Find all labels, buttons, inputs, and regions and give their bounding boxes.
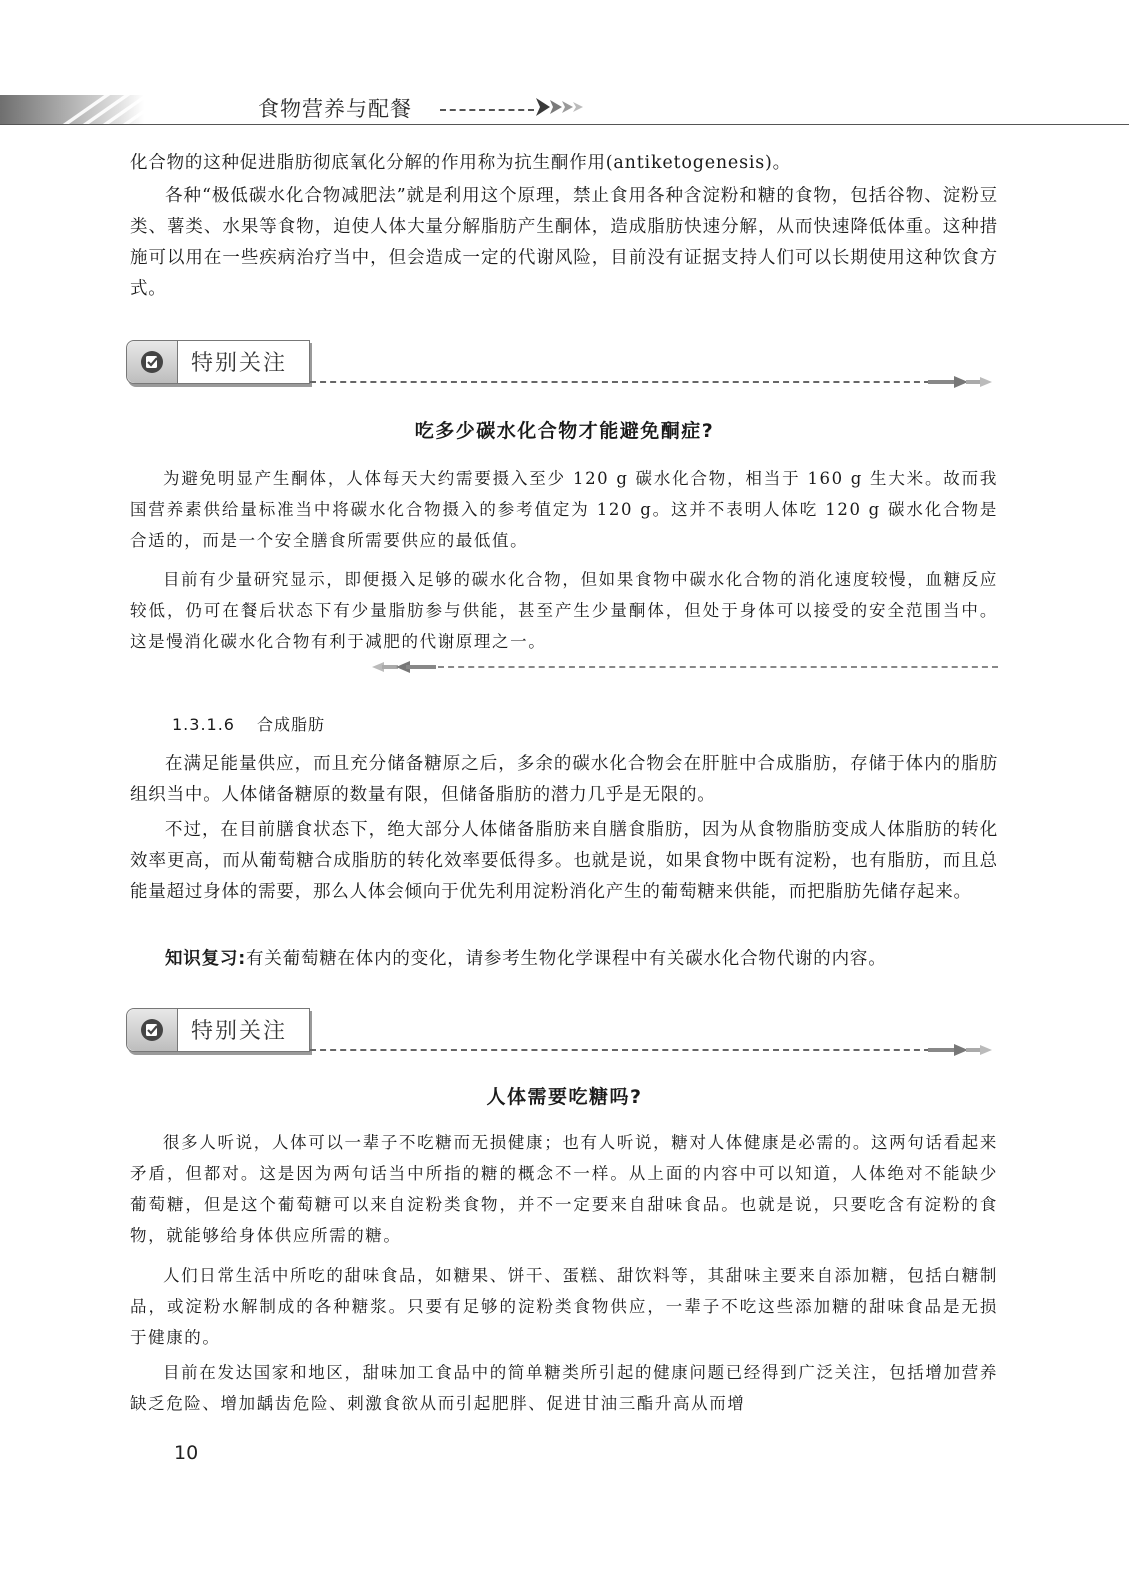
page-number: 10 [174,1442,199,1464]
knowledge-review-text: 有关葡萄糖在体内的变化，请参考生物化学课程中有关碳水化合物代谢的内容。 [246,949,887,969]
header-rule [0,124,1129,125]
subsection-heading [172,712,325,735]
header-dash-line [440,109,534,111]
focus-dash-line [310,381,930,383]
triple-arrow-right-icon [536,96,586,118]
arrow-right-icon [928,1043,994,1057]
knowledge-review [130,944,998,975]
arrow-left-icon [370,660,436,674]
focus-box-2-title: 人体需要吃糖吗? [486,1086,643,1108]
check-note-icon [140,1018,164,1042]
running-header-title: 食物营养与配餐 [258,97,412,121]
focus-box-2-paragraph-1: 很多人听说，人体可以一辈子不吃糖而无损健康；也有人听说，糖对人体健康是必需的。这两句话看起来矛盾，但都对。这是因为两句话当中所指的糖的概念不一样。从上面的内容中可以知道，人体绝对不能缺少葡萄糖，但是这个葡萄糖可以来自淀粉类食物，并不一定要来自甜味食品。也就是说，只要吃含有淀粉的食物，就能够给身体供应所需的糖。 [130,1133,998,1245]
focus-box-2-paragraph-3: 目前在发达国家和地区，甜味加工食品中的简单糖类所引起的健康问题已经得到广泛关注，包括增加营养缺乏危险、增加龋齿危险、刺激食欲从而引起肥胖、促进甘油三酯升高从而增 [130,1363,998,1413]
arrow-right-icon [928,375,994,389]
intro-paragraph-1: 化合物的这种促进脂肪彻底氧化分解的作用称为抗生酮作用(antiketogenesis)。 [130,153,791,173]
focus-banner-2 [126,1008,310,1052]
focus-label: 特别关注 [191,351,288,376]
focus-box-1-paragraph-2: 目前有少量研究显示，即便摄入足够的碳水化合物，但如果食物中碳水化合物的消化速度较慢，血糖反应较低，仍可在餐后状态下有少量脂肪参与供能，甚至产生少量酮体，但处于身体可以接受的安全范围当中。这是慢消化碳水化合物有利于减肥的代谢原理之一。 [130,570,998,651]
focus-banner-1 [126,340,310,384]
focus-box-1-closing-line [438,666,998,668]
focus-label: 特别关注 [191,1019,288,1044]
section-paragraph-2: 不过，在目前膳食状态下，绝大部分人体储备脂肪来自膳食脂肪，因为从食物脂肪变成人体脂肪的转化效率更高，而从葡萄糖合成脂肪的转化效率要低得多。也就是说，如果食物中既有淀粉，也有脂肪，而且总能量超过身体的需要，那么人体会倾向于优先利用淀粉消化产生的葡萄糖来供能，而把脂肪先储存起来。 [130,820,998,902]
focus-box-1-paragraph-1: 为避免明显产生酮体，人体每天大约需要摄入至少 120 g 碳水化合物，相当于 160 g 生大米。故而我国营养素供给量标准当中将碳水化合物摄入的参考值定为 120 g。这并不表明人体吃 120 g 碳水化合物是合适的，而是一个安全膳食所需要供应的最低值。 [130,469,998,550]
subsection-title: 合成脂肪 [256,715,325,734]
check-note-icon [140,350,164,374]
focus-icon-box [127,341,178,383]
focus-icon-box [127,1009,178,1051]
knowledge-review-lead: 知识复习: [165,949,246,969]
focus-box-2-paragraph-2: 人们日常生活中所吃的甜味食品，如糖果、饼干、蛋糕、甜饮料等，其甜味主要来自添加糖，包括白糖制品，或淀粉水解制成的各种糖浆。只要有足够的淀粉类食物供应，一辈子不吃这些添加糖的甜味食品是无损于健康的。 [130,1266,998,1347]
focus-dash-line [310,1049,930,1051]
subsection-number: 1.3.1.6 [172,715,235,734]
section-paragraph-1: 在满足能量供应，而且充分储备糖原之后，多余的碳水化合物会在肝脏中合成脂肪，存储于体内的脂肪组织当中。人体储备糖原的数量有限，但储备脂肪的潜力几乎是无限的。 [130,754,998,805]
intro-paragraph-2: 各种“极低碳水化合物减肥法”就是利用这个原理，禁止食用各种含淀粉和糖的食物，包括谷物、淀粉豆类、薯类、水果等食物，迫使人体大量分解脂肪产生酮体，造成脂肪快速分解，从而快速降低体重。这种措施可以用在一些疾病治疗当中，但会造成一定的代谢风险，目前没有证据支持人们可以长期使用这种饮食方式。 [130,186,998,299]
focus-box-1-title: 吃多少碳水化合物才能避免酮症? [414,420,715,442]
